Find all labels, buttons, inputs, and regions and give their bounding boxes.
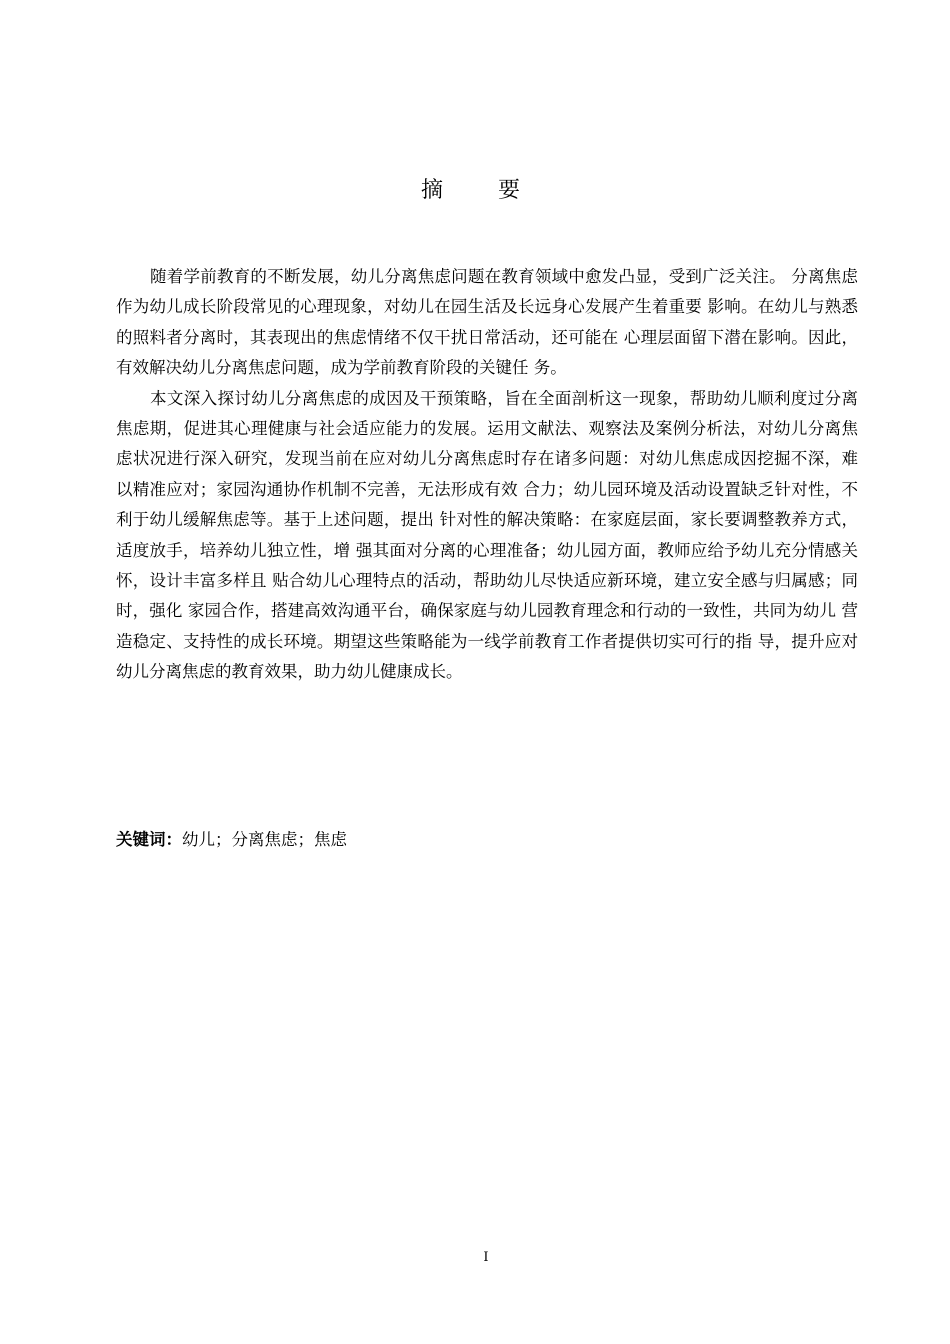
abstract-body: [116, 262, 858, 688]
abstract-paragraph: 随着学前教育的不断发展，幼儿分离焦虑问题在教育领域中愈发凸显，受到广泛关注。 分离焦虑作为幼儿成长阶段常见的心理现象，对幼儿在园生活及长远身心发展产生着重要 影响。在幼儿与熟悉的照料者分离时，其表现出的焦虑情绪不仅干扰日常活动，还可能在 心理层面留下潜在影响。因此， 有效解决幼儿分离焦虑问题，成为学前教育阶段的关键任 务。: [116, 267, 858, 378]
abstract-paragraph: 本文深入探讨幼儿分离焦虑的成因及干预策略，旨在全面剖析这一现象，帮助幼儿顺利度过分离焦虑期，促进其心理健康与社会适应能力的发展。运用文献法、观察法及案例分析法，对幼儿分离焦虑状况进行深入研究，发现当前在应对幼儿分离焦虑时存在诸多问题：对幼儿焦虑成因挖掘不深，难以精准应对；家园沟通协作机制不完善，无法形成有效 合力；幼儿园环境及活动设置缺乏针对性，不利于幼儿缓解焦虑等。基于上述问题，提出 针对性的解决策略：在家庭层面，家长要调整教养方式，适度放手，培养幼儿独立性，增 强其面对分离的心理准备；幼儿园方面，教师应给予幼儿充分情感关怀，设计丰富多样且 贴合幼儿心理特点的活动，帮助幼儿尽快适应新环境，建立安全感与归属感；同时，强化 家园合作，搭建高效沟通平台，确保家庭与幼儿园教育理念和行动的一致性，共同为幼儿 营造稳定、支持性的成长环境。期望这些策略能为一线学前教育工作者提供切实可行的指 导，提升应对幼儿分离焦虑的教育效果，助力幼儿健康成长。: [116, 388, 858, 682]
page-number: I: [483, 1250, 489, 1265]
keywords-label: 关键词：: [116, 830, 182, 849]
keywords-line: [116, 826, 347, 854]
page-title: 摘 要: [421, 178, 544, 203]
keywords-value: 幼儿；分离焦虑；焦虑: [182, 830, 347, 849]
